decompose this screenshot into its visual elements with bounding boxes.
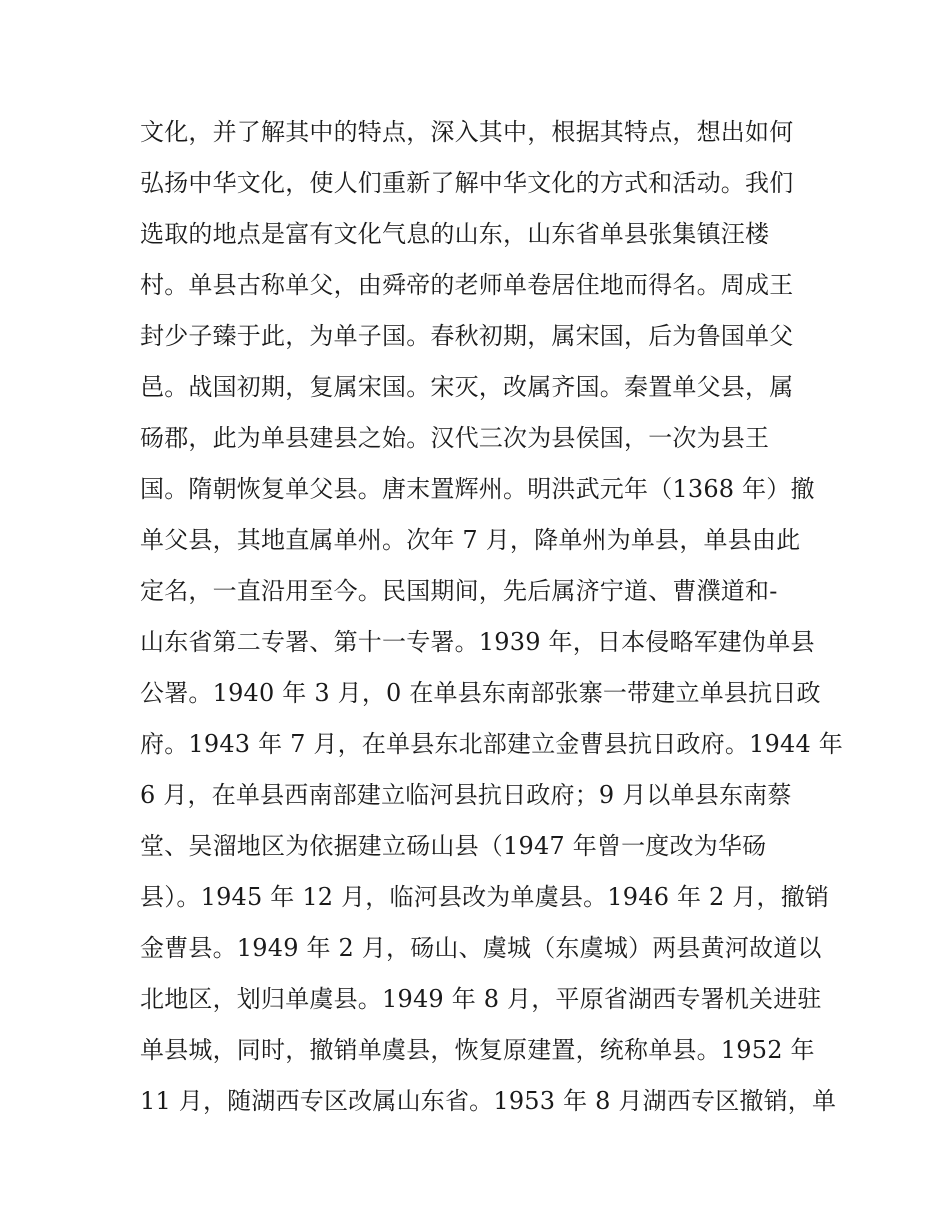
text-line: 封少子臻于此，为单子国。春秋初期，属宋国，后为鲁国单父 <box>140 322 794 350</box>
text-line: 山东省第二专署、第十一专署。1939 年，日本侵略军建伪单县 <box>140 628 815 656</box>
text-line: 村。单县古称单父，由舜帝的老师单卷居住地而得名。周成王 <box>140 271 794 299</box>
text-line: 金曹县。1949 年 2 月，砀山、虞城（东虞城）两县黄河故道以 <box>140 934 822 962</box>
text-line: 县）。1945 年 12 月，临河县改为单虞县。1946 年 2 月，撤销 <box>140 883 830 911</box>
text-line: 选取的地点是富有文化气息的山东，山东省单县张集镇汪楼 <box>140 220 770 248</box>
text-line: 定名，一直沿用至今。民国期间，先后属济宁道、曹濮道和- <box>140 577 778 605</box>
text-line: 堂、吴溜地区为依据建立砀山县（1947 年曾一度改为华砀 <box>140 832 767 860</box>
body-text <box>140 107 843 1127</box>
text-line: 公署。1940 年 3 月，0 在单县东南部张寨一带建立单县抗日政 <box>140 679 821 707</box>
text-line: 单父县，其地直属单州。次年 7 月，降单州为单县，单县由此 <box>140 526 801 554</box>
text-line: 北地区，划归单虞县。1949 年 8 月，平原省湖西专署机关进驻 <box>140 985 822 1013</box>
text-line: 府。1943 年 7 月，在单县东北部建立金曹县抗日政府。1944 年 <box>140 730 843 758</box>
text-line: 6 月，在单县西南部建立临河县抗日政府；9 月以单县东南蔡 <box>140 781 792 809</box>
text-line: 单县城，同时，撤销单虞县，恢复原建置，统称单县。1952 年 <box>140 1036 815 1064</box>
text-line: 国。隋朝恢复单父县。唐末置辉州。明洪武元年（1368 年）撤 <box>140 475 815 503</box>
text-line: 砀郡，此为单县建县之始。汉代三次为县侯国，一次为县王 <box>140 424 770 452</box>
text-line: 11 月，随湖西专区改属山东省。1953 年 8 月湖西专区撤销，单 <box>140 1087 837 1115</box>
text-line: 文化，并了解其中的特点，深入其中，根据其特点，想出如何 <box>140 118 794 146</box>
text-line: 邑。战国初期，复属宋国。宋灭，改属齐国。秦置单父县，属 <box>140 373 794 401</box>
text-line: 弘扬中华文化，使人们重新了解中华文化的方式和活动。我们 <box>140 169 794 197</box>
